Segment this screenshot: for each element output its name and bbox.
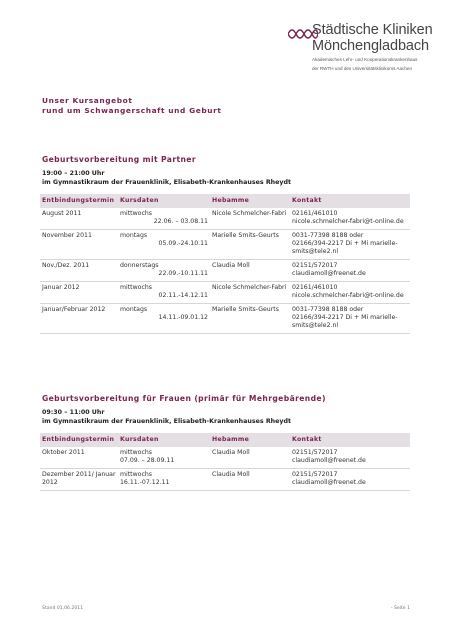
section-details-frauen [42, 408, 291, 426]
section-title-frauen: Geburtsvorbereitung für Frauen (primär für Mehrgebärende) [42, 394, 326, 403]
cell-tag: mittwochs [120, 284, 152, 291]
cell-tag: mittwochs [120, 210, 152, 217]
cell-daten: 07.09. – 28.09.11 [120, 457, 175, 464]
section-time: 19:00 – 21:00 Uhr [42, 170, 105, 177]
table-row [40, 304, 410, 334]
cell-termin: Nov./Dez. 2011 [40, 260, 118, 282]
cell-email[interactable]: claudiamoll@freenet.de [292, 270, 366, 277]
cell-email[interactable]: 02166/394-2217 Di + Mi marielle-smits@tele2.nl [292, 240, 398, 255]
cell-hebamme: Claudia Moll [210, 447, 290, 469]
cell-daten: 02.11.-14.12.11 [158, 292, 208, 299]
section-time: 09:30 – 11:00 Uhr [42, 409, 105, 416]
cell-tag: mittwochs [120, 471, 152, 478]
footer-page-number: - Seite 1 [390, 606, 410, 611]
cell-kontakt [290, 304, 410, 334]
cell-kontakt [290, 469, 410, 491]
cell-kursdaten [118, 304, 210, 334]
footer-date: Stand 01.06.2011 [42, 606, 84, 611]
table-row [40, 230, 410, 260]
cell-tag: mittwochs [120, 449, 152, 456]
header-kursdaten: Kursdaten [118, 194, 210, 208]
header-entbindungstermin: Entbindungstermin [40, 194, 118, 208]
cell-kontakt [290, 230, 410, 260]
logo-subtitle-line1: Akademisches Lehr- und Kooperationskrankenhaus [312, 57, 418, 62]
table-header-row [40, 194, 410, 208]
cell-daten: 16.11.-07.12.11 [120, 479, 170, 486]
cell-kursdaten [118, 469, 210, 491]
table-header-row [40, 433, 410, 447]
cell-phone: 0031-77398 8188 oder [292, 306, 364, 313]
logo-title-line2: Mönchengladbach [312, 38, 430, 54]
cell-tag: donnerstags [120, 262, 159, 269]
intro-heading [42, 96, 222, 116]
cell-tag: montags [120, 306, 148, 313]
section-details-partner [42, 169, 291, 187]
section-title-partner: Geburtsvorbereitung mit Partner [42, 155, 196, 164]
header-kontakt: Kontakt [290, 194, 410, 208]
cell-kontakt [290, 260, 410, 282]
logo-title-line1: Städtische Kliniken [312, 22, 433, 38]
cell-kursdaten [118, 260, 210, 282]
table-row [40, 260, 410, 282]
cell-termin: Januar/Februar 2012 [40, 304, 118, 334]
cell-hebamme: Claudia Moll [210, 260, 290, 282]
table-row [40, 282, 410, 304]
section-place: im Gymnastikraum der Frauenklinik, Elisabeth-Krankenhauses Rheydt [42, 418, 292, 425]
header-kontakt: Kontakt [290, 433, 410, 447]
cell-phone: 02151/572017 [292, 471, 338, 478]
cell-email[interactable]: nicole.schmelcher-fabri@t-online.de [292, 218, 404, 225]
cell-hebamme: Claudia Moll [210, 469, 290, 491]
course-table-frauen [40, 433, 410, 491]
cell-termin: August 2011 [40, 208, 118, 230]
cell-daten: 14.11.-09.01.12 [158, 314, 208, 321]
cell-phone: 02151/572017 [292, 262, 338, 269]
cell-kontakt [290, 208, 410, 230]
cell-hebamme: Nicole Schmelcher-Fabri [210, 208, 290, 230]
cell-email[interactable]: 02166/394-2217 Di + Mi marielle-smits@tele2.nl [292, 314, 398, 329]
logo-subtitle-line2: der RWTH und des Universitätsklinikums Aachen [312, 65, 412, 71]
cell-phone: 02161/461010 [292, 284, 338, 291]
cell-phone: 02161/461010 [292, 210, 338, 217]
cell-daten: 22.06. – 03.08.11 [153, 218, 208, 225]
cell-kursdaten [118, 282, 210, 304]
cell-kontakt [290, 447, 410, 469]
table-row [40, 469, 410, 491]
cell-email[interactable]: claudiamoll@freenet.de [292, 457, 366, 464]
cell-daten: 05.09.-24.10.11 [158, 240, 208, 247]
cell-termin: Januar 2012 [40, 282, 118, 304]
cell-email[interactable]: claudiamoll@freenet.de [292, 479, 366, 486]
cell-kursdaten [118, 208, 210, 230]
intro-line1: Unser Kursangebot [42, 96, 133, 105]
cell-hebamme: Marielle Smits-Geurts [210, 230, 290, 260]
clinic-logo [312, 22, 442, 71]
cell-phone: 0031-77398 8188 oder [292, 232, 364, 239]
cell-daten: 22.09.-10.11.11 [158, 270, 208, 277]
course-table-partner [40, 194, 410, 334]
cell-hebamme: Marielle Smits-Geurts [210, 304, 290, 334]
cell-tag: montags [120, 232, 148, 239]
section-place: im Gymnastikraum der Frauenklinik, Elisabeth-Krankenhauses Rheydt [42, 179, 292, 186]
header-hebamme: Hebamme [210, 433, 290, 447]
cell-phone: 02151/572017 [292, 449, 338, 456]
header-hebamme: Hebamme [210, 194, 290, 208]
cell-termin: November 2011 [40, 230, 118, 260]
cell-kontakt [290, 282, 410, 304]
intro-line2: rund um Schwangerschaft und Geburt [42, 106, 222, 115]
cell-email[interactable]: nicole.schmelcher-fabri@t-online.de [292, 292, 404, 299]
cell-termin: Oktober 2011 [40, 447, 118, 469]
table-row [40, 208, 410, 230]
cell-hebamme: Nicole Schmelcher-Fabri [210, 282, 290, 304]
cell-kursdaten [118, 447, 210, 469]
header-entbindungstermin: Entbindungstermin [40, 433, 118, 447]
table-row [40, 447, 410, 469]
cell-termin: Dezember 2011/ Januar 2012 [40, 469, 118, 491]
header-kursdaten: Kursdaten [118, 433, 210, 447]
cell-kursdaten [118, 230, 210, 260]
